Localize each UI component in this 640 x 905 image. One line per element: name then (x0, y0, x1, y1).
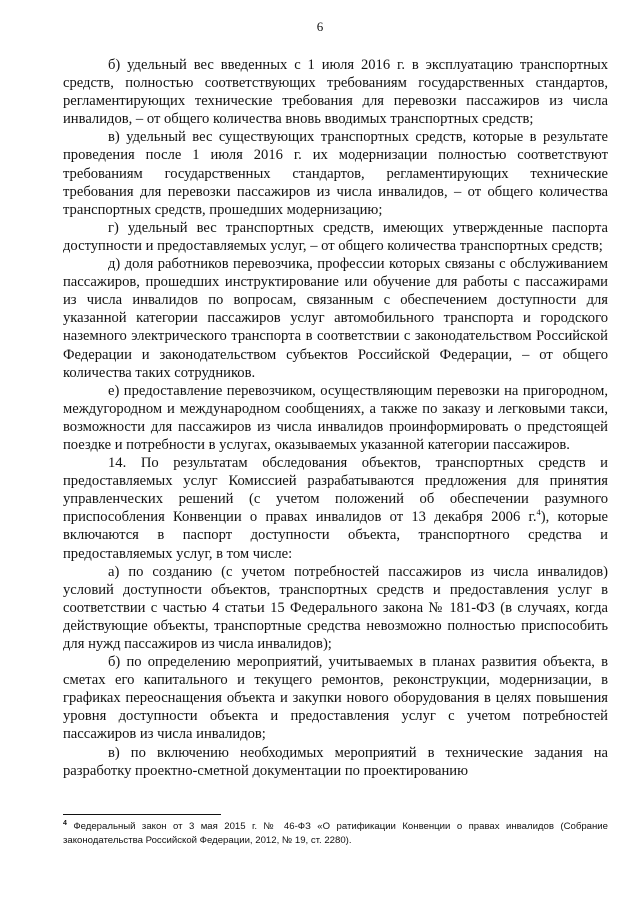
paragraph-v-share-modernized-vehicles: в) удельный вес существующих транспортных средств, которые в результате проведения после 1 июля 2016 г. их модернизации полностью соответствуют требованиям государственных стандартов, регламентирующих технические требования для перевозки пассажиров из числа инвалидов, – от общего количества транспортных средств, прошедших модернизацию; (63, 129, 608, 218)
paragraph-14-text-start: 14. По результатам обследования объектов, транспортных средств и предоставляемых услуг Комиссией разрабатываются предложения для принятия управленческих решений (с учетом положений об обеспечении разумного приспособления Конвенции о правах инвалидов от 13 декабря 2006 г. (63, 455, 608, 526)
paragraph-14-text-end: ), которые включаются в паспорт доступности объекта, транспортного средства и предоставляемых услуг, в том числе: (63, 509, 608, 562)
footnote-text: Федеральный закон от 3 мая 2015 г. № 46-ФЗ «О ратификации Конвенции о правах инвалидов (Собрание законодательства Российской Федерации, 2012, № 19, ст. 2280). (63, 821, 608, 846)
footnote-reference[interactable]: 4 (536, 507, 541, 518)
paragraph-g-share-passported-vehicles: г) удельный вес транспортных средств, имеющих утвержденные паспорта доступности и предоставляемых услуг, – от общего количества транспортных средств; (63, 219, 608, 254)
paragraph-v-technical-specifications: в) по включению необходимых мероприятий в технические задания на разработку проектно-сметной документации по проектированию (63, 744, 608, 779)
page-number: 6 (316, 19, 324, 34)
paragraph-a-accessibility-conditions: а) по созданию (с учетом потребностей пассажиров из числа инвалидов) условий доступности объектов, транспортных средств и предоставления услуг в соответствии с частью 4 статьи 15 Федерального закона № 181-ФЗ (в случаях, когда действующие объекты, транспортные средства невозможно полностью приспособить для нужд пассажиров из числа инвалидов); (63, 563, 608, 652)
paragraph-e-advance-notice: е) предоставление перевозчиком, осуществляющим перевозки на пригородном, междугородном и международном сообщениях, а также по заказу и легковыми такси, возможности для пассажиров из числа инвалидов проинформировать о предстоящей поездке и потребности в услугах, оказываемых указанной категории пассажиров. (63, 382, 608, 453)
footnote-mark: 4 (63, 819, 67, 827)
paragraph-b-share-new-vehicles: б) удельный вес введенных с 1 июля 2016 г. в эксплуатацию транспортных средств, полностью соответствующих требованиям государственных стандартов, регламентирующих технические требования для перевозки пассажиров из числа инвалидов, – от общего количества вновь вводимых транспортных средств; (63, 57, 608, 128)
paragraph-14-commission-proposals (63, 454, 608, 563)
footnote (63, 820, 608, 847)
footnote-separator (63, 814, 221, 815)
paragraph-b-development-measures: б) по определению мероприятий, учитываемых в планах развития объекта, в сметах его капитального и текущего ремонтов, реконструкции, модернизации, в графиках переоснащения объекта и закупки нового оборудования в целях повышения уровня доступности объекта и предоставления услуг с учетом потребностей пассажиров из числа инвалидов; (63, 654, 608, 743)
paragraph-d-share-trained-staff: д) доля работников перевозчика, профессии которых связаны с обслуживанием пассажиров, прошедших инструктирование или обучение для работы с пассажирами из числа инвалидов по вопросам, связанным с обеспечением доступности для указанной категории пассажиров услуг автомобильного транспорта и городского наземного электрического транспорта в соответствии с законодательством Российской Федерации и законодательством субъектов Российской Федерации, – от общего количества таких сотрудников. (63, 256, 608, 381)
document-body (63, 56, 608, 780)
